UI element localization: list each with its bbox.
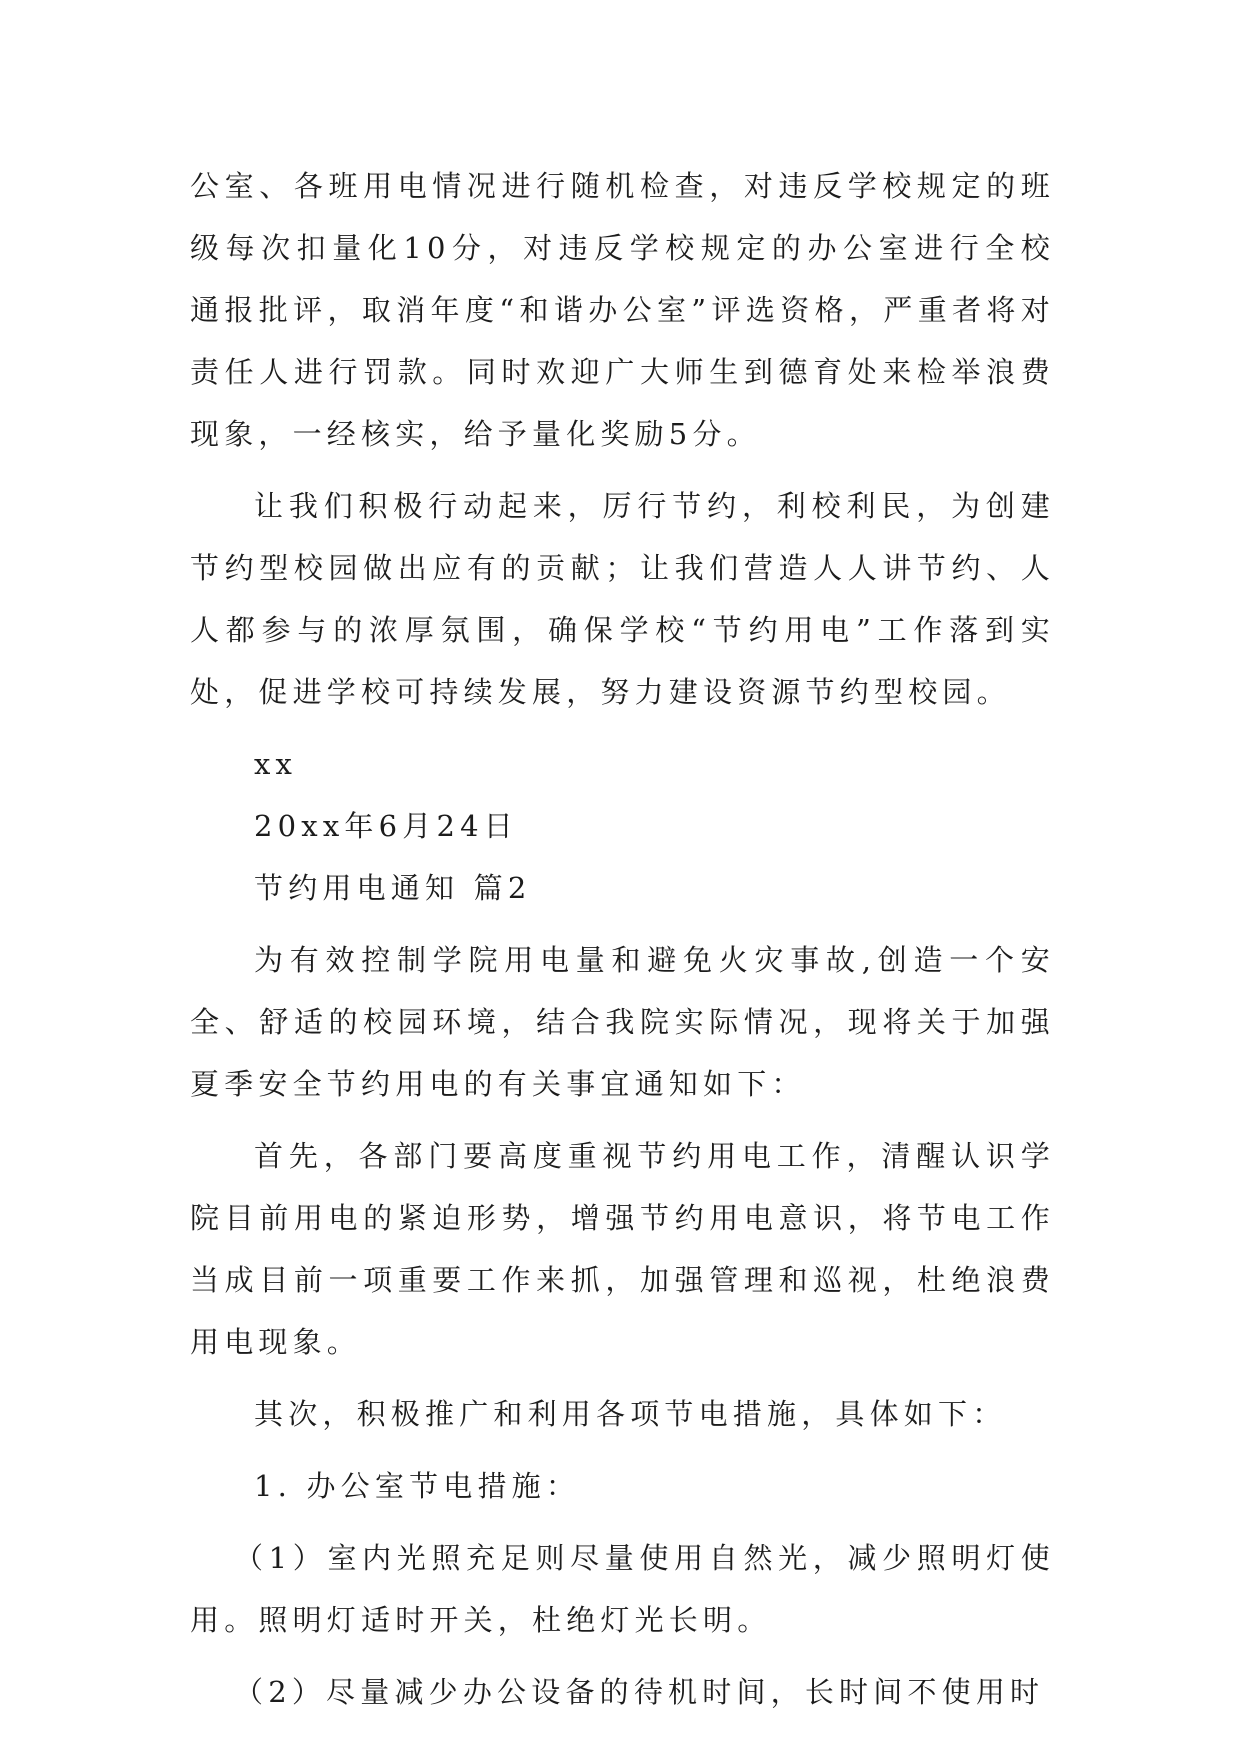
list-item-natural-light: （1）室内光照充足则尽量使用自然光，减少照明灯使用。照明灯适时开关，杜绝灯光长明。	[190, 1541, 1055, 1637]
list-item-standby-time: （2）尽量减少办公设备的待机时间，长时间不使用时	[234, 1675, 1045, 1709]
paragraph-call-to-action: 让我们积极行动起来，厉行节约，利校利民，为创建节约型校园做出应有的贡献；让我们营造人人讲节约、人人都参与的浓厚氛围，确保学校“节约用电”工作落到实处，促进学校可持续发展，努力建设资源节约型校园。	[190, 489, 1055, 709]
signature-date: 20xx年6月24日	[254, 809, 518, 843]
section-heading: 节约用电通知 篇2	[254, 871, 532, 905]
paragraph-intro: 为有效控制学院用电量和避免火灾事故,创造一个安全、舒适的校园环境，结合我院实际情况，现将关于加强夏季安全节约用电的有关事宜通知如下：	[190, 943, 1055, 1101]
paragraph-first-point: 首先，各部门要高度重视节约用电工作，清醒认识学院目前用电的紧迫形势，增强节约用电意识，将节电工作当成目前一项重要工作来抓，加强管理和巡视，杜绝浪费用电现象。	[190, 1139, 1055, 1359]
signature-issuer: xx	[254, 747, 298, 781]
document-body	[190, 155, 1055, 1733]
paragraph-inspection-penalty: 公室、各班用电情况进行随机检查，对违反学校规定的班级每次扣量化10分，对违反学校规定的办公室进行全校通报批评，取消年度“和谐办公室”评选资格，严重者将对责任人进行罚款。同时欢迎广大师生到德育处来检举浪费现象，一经核实，给予量化奖励5分。	[190, 169, 1055, 451]
paragraph-second-point: 其次，积极推广和利用各项节电措施，具体如下：	[254, 1397, 1007, 1431]
list-heading-office-measures: 1. 办公室节电措施：	[254, 1469, 581, 1503]
